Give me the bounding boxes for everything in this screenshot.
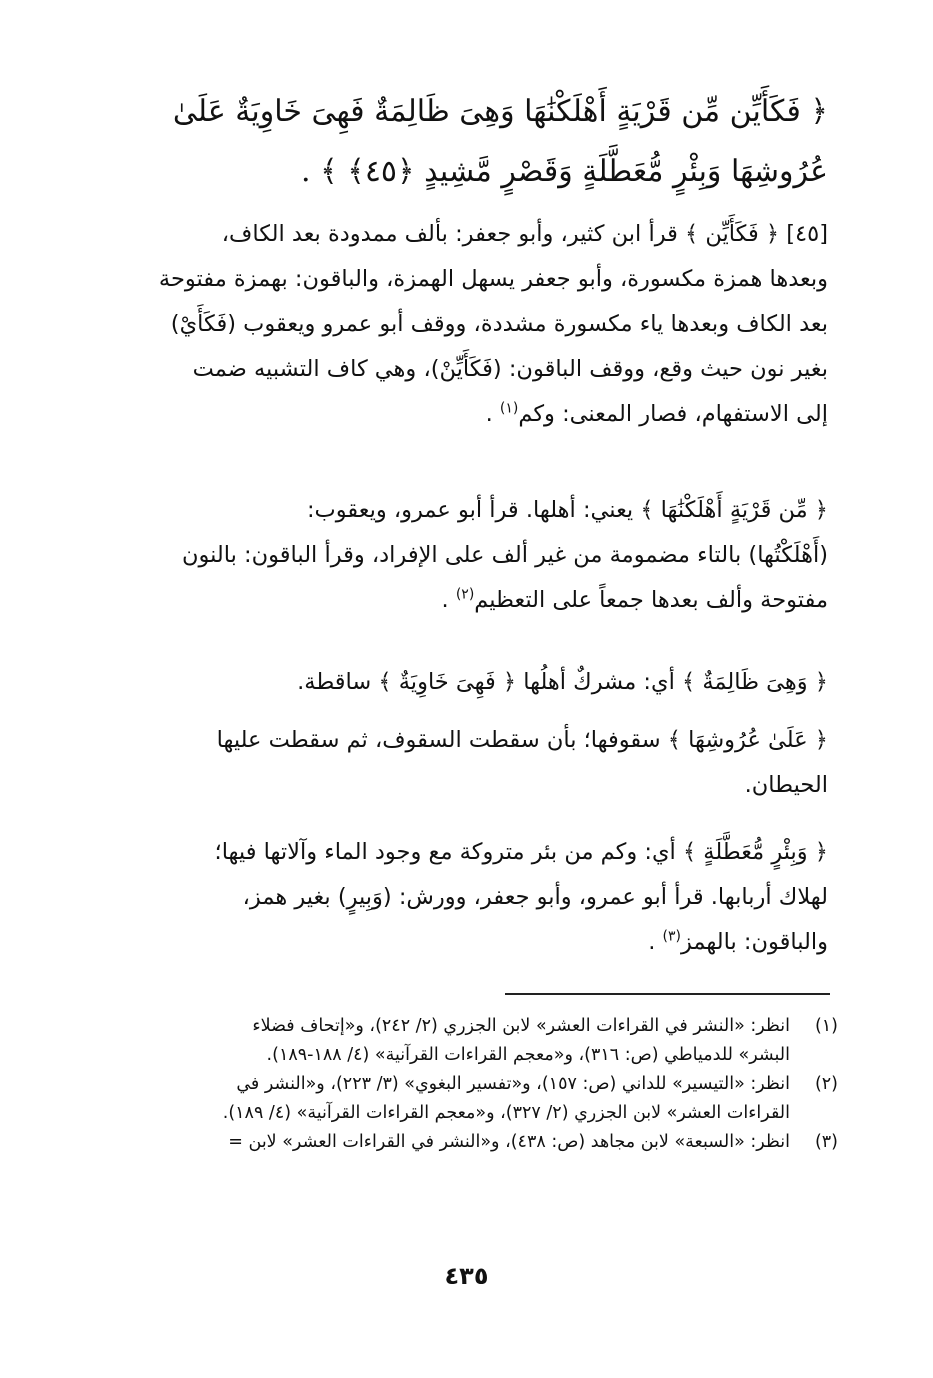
paragraph-line: [106, 920, 828, 965]
verse-line-2: عُرُوشِهَا وَبِئْرٍ مُّعَطَّلَةٍ وَقَصْرٍ مَّشِيدٍ ﴿٤٥﴾ ﴾ .: [301, 154, 828, 189]
footnote-line: انظر: «النشر في القراءات العشر» لابن الجزري (٢/ ٢٤٢)، و«إتحاف فضلاء: [252, 1016, 790, 1036]
paragraph-tail: .: [485, 401, 493, 427]
paragraph-line: [106, 392, 828, 437]
commentary-paragraph-3: [106, 660, 828, 705]
paragraph-line: ﴿ وَبِئْرٍ مُّعَطَّلَةٍ ﴾ أي: وكم من بئر متروكة مع وجود الماء وآلاتها فيها؛: [214, 839, 828, 865]
footnote-line: القراءات العشر» لابن الجزري (٢/ ٣٢٧)، و«معجم القراءات القرآنية» (٤/ ١٨٩).: [222, 1103, 790, 1123]
footnote-number: (٣): [814, 1132, 838, 1152]
paragraph-line: بعد الكاف وبعدها ياء مكسورة مشددة، ووقف أبو عمرو ويعقوب (فَكَأَيْ): [170, 311, 828, 337]
footnote-ref-1: (١): [499, 400, 519, 417]
footnote-divider: [505, 993, 830, 995]
paragraph-line-text: والباقون: بالهمز: [680, 929, 828, 955]
footnote-ref-2: (٢): [455, 586, 475, 603]
paragraph-line-text: مفتوحة وألف بعدها جمعاً على التعظيم: [474, 587, 828, 613]
quran-verse: [108, 82, 828, 202]
verse-line-1: ﴿ فَكَأَيِّن مِّن قَرْيَةٍ أَهْلَكْنَٰهَا وَهِىَ ظَالِمَةٌ فَهِىَ خَاوِيَةٌ عَلَىٰ: [172, 94, 828, 129]
footnote-line: انظر: «التيسير» للداني (ص: ١٥٧)، و«تفسير البغوي» (٣/ ٢٢٣)، و«النشر في: [236, 1074, 790, 1094]
footnote-number: (١): [814, 1016, 838, 1036]
footnotes: [98, 1012, 838, 1157]
page-number: ٤٣٥: [444, 1262, 489, 1290]
footnote-1: [98, 1012, 838, 1070]
paragraph-line: ﴿ عَلَىٰ عُرُوشِهَا ﴾ سقوفها؛ بأن سقطت السقوف، ثم سقطت عليها: [216, 727, 828, 753]
paragraph-line: وبعدها همزة مكسورة، وأبو جعفر يسهل الهمزة، والباقون: بهمزة مفتوحة: [158, 266, 828, 292]
paragraph-tail: .: [441, 587, 449, 613]
paragraph-line: بغير نون حيث وقع، ووقف الباقون: (فَكَأَيِّنْ)، وهي كاف التشبيه ضمت: [192, 356, 828, 382]
footnote-number: (٢): [814, 1074, 838, 1094]
commentary-paragraph-1: [106, 212, 828, 437]
footnote-ref-3: (٣): [662, 928, 681, 945]
paragraph-line: ﴿ مِّن قَرْيَةٍ أَهْلَكْنَٰهَا ﴾ يعني: أهلها. قرأ أبو عمرو، ويعقوب:: [306, 497, 828, 523]
paragraph-line: الحيطان.: [744, 772, 828, 798]
commentary-paragraph-5: [106, 830, 828, 965]
commentary-paragraph-2: [106, 488, 828, 623]
footnote-line: البشر» للدمياطي (ص: ٣١٦)، و«معجم القراءات القرآنية» (٤/ ١٨٨-١٨٩).: [266, 1045, 790, 1065]
paragraph-tail: .: [648, 929, 656, 955]
footnote-line: انظر: «السبعة» لابن مجاهد (ص: ٤٣٨)، و«النشر في القراءات العشر» لابن =: [228, 1132, 790, 1152]
paragraph-line: ﴿ وَهِىَ ظَالِمَةٌ ﴾ أي: مشركٌ أهلُها ﴿ فَهِىَ خَاوِيَةٌ ﴾ ساقطة.: [297, 669, 828, 695]
paragraph-line: [٤٥] ﴿ فَكَأَيِّن ﴾ قرأ ابن كثير، وأبو جعفر: بألف ممدودة بعد الكاف،: [221, 221, 828, 247]
footnote-2: [98, 1070, 838, 1128]
paragraph-line: لهلاك أربابها. قرأ أبو عمرو، وأبو جعفر، وورش: (وَبِيرٍ) بغير همز،: [242, 884, 828, 910]
commentary-paragraph-4: [106, 718, 828, 808]
paragraph-line: (أَهْلَكْتُها) بالتاء مضمومة من غير ألف على الإفراد، وقرأ الباقون: بالنون: [182, 542, 828, 568]
footnote-3: [98, 1128, 838, 1157]
paragraph-line-text: إلى الاستفهام، فصار المعنى: وكم: [518, 401, 828, 427]
paragraph-line: [106, 578, 828, 623]
